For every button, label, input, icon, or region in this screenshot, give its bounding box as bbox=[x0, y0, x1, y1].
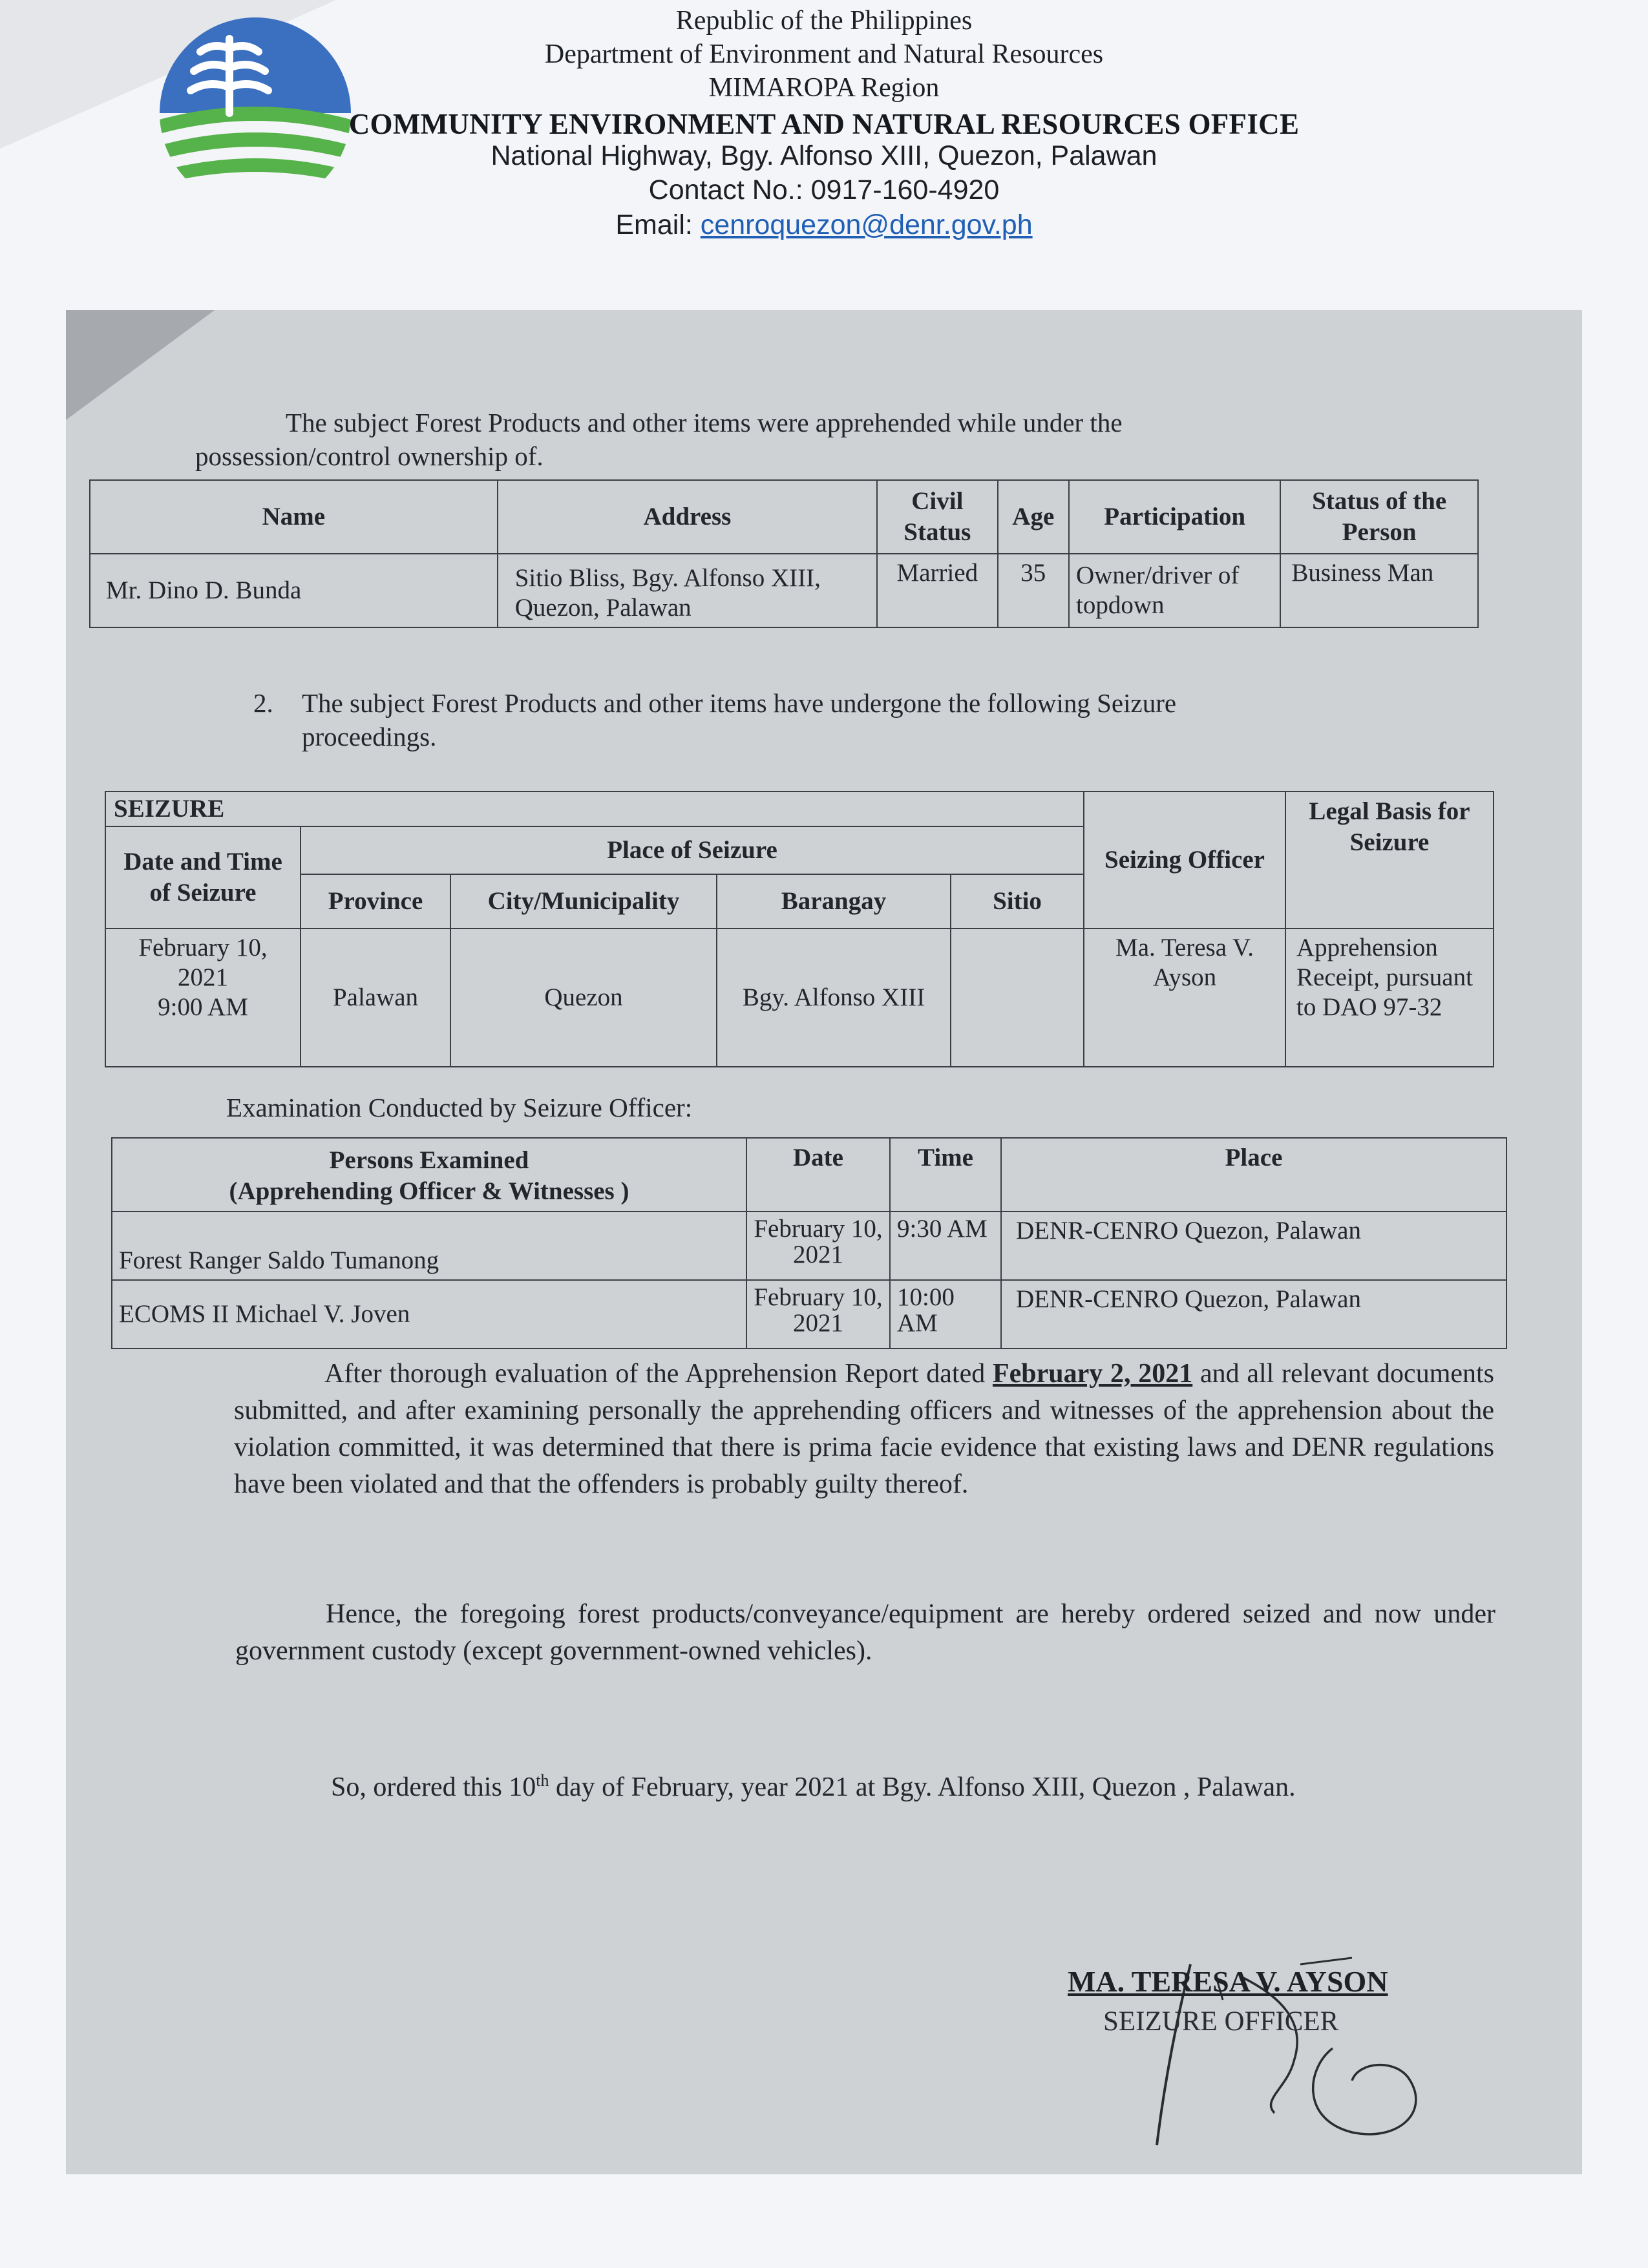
date-time-header: Date and Time of Seizure bbox=[105, 826, 301, 929]
seizure-legal-basis: Apprehension Receipt, pursuant to DAO 97-32 bbox=[1285, 929, 1494, 1067]
scanned-document bbox=[66, 310, 1582, 2174]
col-age-header: Age bbox=[998, 480, 1070, 554]
exam-time-header: Time bbox=[890, 1138, 1001, 1212]
hence-text: Hence, the foregoing forest products/conveyance/equipment are hereby ordered seized and now under government custody (except government-owned vehicles). bbox=[235, 1599, 1495, 1666]
table-row bbox=[90, 554, 1478, 627]
examination-table bbox=[111, 1137, 1507, 1349]
table-row bbox=[112, 1280, 1506, 1349]
exam-date-1: February 10, 2021 bbox=[746, 1212, 890, 1280]
evaluation-text-1: After thorough evaluation of the Apprehension Report dated bbox=[324, 1359, 993, 1389]
hence-paragraph bbox=[235, 1596, 1495, 1670]
exam-place-header: Place bbox=[1001, 1138, 1506, 1212]
item-2-line-1: The subject Forest Products and other items have undergone the following Seizure bbox=[302, 688, 1177, 718]
evaluation-paragraph bbox=[234, 1356, 1494, 1503]
seizure-title: SEIZURE bbox=[105, 792, 1084, 826]
exam-person-2: ECOMS II Michael V. Joven bbox=[112, 1280, 746, 1349]
seizure-title-row bbox=[105, 792, 1494, 826]
exam-place-2: DENR-CENRO Quezon, Palawan bbox=[1001, 1280, 1506, 1349]
intro-line-2: possession/control ownership of. bbox=[195, 441, 544, 471]
city-header: City/Municipality bbox=[450, 874, 717, 929]
col-name-header: Name bbox=[90, 480, 498, 554]
report-date: February 2, 2021 bbox=[992, 1359, 1193, 1389]
exam-time-1: 9:30 AM bbox=[890, 1212, 1001, 1280]
ordered-sup: th bbox=[536, 1771, 549, 1790]
header-region: MIMAROPA Region bbox=[708, 73, 940, 103]
seizure-date-time bbox=[105, 929, 301, 1067]
seizing-officer-header: Seizing Officer bbox=[1084, 792, 1285, 929]
ordered-text-2: day of February, year 2021 at Bgy. Alfonso XIII, Quezon , Palawan. bbox=[549, 1772, 1296, 1802]
intro-line-1: The subject Forest Products and other items were apprehended while under the bbox=[286, 408, 1123, 437]
seizure-date-line-1: February 10, bbox=[138, 934, 268, 961]
header-republic: Republic of the Philippines bbox=[675, 6, 973, 36]
col-participation-header: Participation bbox=[1069, 480, 1280, 554]
seizure-sitio bbox=[951, 929, 1084, 1067]
exam-place-1: DENR-CENRO Quezon, Palawan bbox=[1001, 1212, 1506, 1280]
ordered-line bbox=[331, 1764, 1296, 1804]
exam-time-2: 10:00 AM bbox=[890, 1280, 1001, 1349]
legal-basis-header: Legal Basis for Seizure bbox=[1285, 792, 1494, 929]
header-contact: Contact No.: 0917-160-4920 bbox=[648, 174, 1000, 205]
item-2-number: 2. bbox=[253, 688, 273, 718]
owner-table bbox=[89, 479, 1479, 628]
ordered-text-1: So, ordered this 10 bbox=[331, 1772, 536, 1802]
exam-label: Examination Conducted by Seizure Officer: bbox=[226, 1093, 693, 1122]
col-status-header: Status of the Person bbox=[1280, 480, 1478, 554]
evaluation-text-2: and all relevant documents submitted, and after examining personally the apprehending officers and witnesses of the apprehension about the violation committed, it was determined that there is prima facie evidence that existing laws and DENR regulations have been violated and that the offenders is probably guilty thereof. bbox=[234, 1359, 1495, 1499]
table-row bbox=[112, 1212, 1506, 1280]
owner-name: Mr. Dino D. Bunda bbox=[90, 554, 498, 627]
province-header: Province bbox=[301, 874, 450, 929]
email-link[interactable]: cenroquezon@denr.gov.ph bbox=[700, 209, 1033, 240]
sitio-header: Sitio bbox=[951, 874, 1084, 929]
owner-table-header bbox=[90, 480, 1478, 554]
col-civil-status-header: Civil Status bbox=[877, 480, 997, 554]
table-row bbox=[105, 929, 1494, 1067]
seizure-date-line-2: 2021 bbox=[178, 963, 228, 991]
header-department: Department of Environment and Natural Resources bbox=[544, 39, 1104, 69]
place-of-seizure-header: Place of Seizure bbox=[301, 826, 1084, 874]
owner-civil-status: Married bbox=[877, 554, 997, 627]
seizure-officer: Ma. Teresa V. Ayson bbox=[1084, 929, 1285, 1067]
exam-date-2: February 10, 2021 bbox=[746, 1280, 890, 1349]
owner-participation: Owner/driver of topdown bbox=[1069, 554, 1280, 627]
header-office: COMMUNITY ENVIRONMENT AND NATURAL RESOURCES OFFICE bbox=[348, 108, 1300, 140]
persons-header-line-2: (Apprehending Officer & Witnesses ) bbox=[229, 1177, 629, 1205]
owner-status: Business Man bbox=[1280, 554, 1478, 627]
signatory-name: MA. TERESA V. AYSON bbox=[1068, 1965, 1388, 1998]
barangay-header: Barangay bbox=[717, 874, 951, 929]
signatory-title: SEIZURE OFFICER bbox=[1103, 2006, 1339, 2037]
seizure-table bbox=[105, 791, 1494, 1067]
exam-person-1: Forest Ranger Saldo Tumanong bbox=[112, 1212, 746, 1280]
persons-examined-header bbox=[112, 1138, 746, 1212]
header-address: National Highway, Bgy. Alfonso XIII, Quezon, Palawan bbox=[491, 140, 1157, 171]
seizure-barangay: Bgy. Alfonso XIII bbox=[717, 929, 951, 1067]
seizure-province: Palawan bbox=[301, 929, 450, 1067]
col-address-header: Address bbox=[498, 480, 877, 554]
seizure-city: Quezon bbox=[450, 929, 717, 1067]
seizure-time: 9:00 AM bbox=[158, 993, 248, 1021]
header-email-line bbox=[0, 209, 1648, 241]
item-2-line-2: proceedings. bbox=[302, 722, 437, 751]
owner-address: Sitio Bliss, Bgy. Alfonso XIII, Quezon, Palawan bbox=[498, 554, 877, 627]
exam-header-row bbox=[112, 1138, 1506, 1212]
exam-date-header: Date bbox=[746, 1138, 890, 1212]
owner-age: 35 bbox=[998, 554, 1070, 627]
persons-header-line-1: Persons Examined bbox=[329, 1146, 529, 1174]
email-label: Email: bbox=[615, 209, 701, 240]
scan-fold-shadow bbox=[66, 310, 215, 420]
